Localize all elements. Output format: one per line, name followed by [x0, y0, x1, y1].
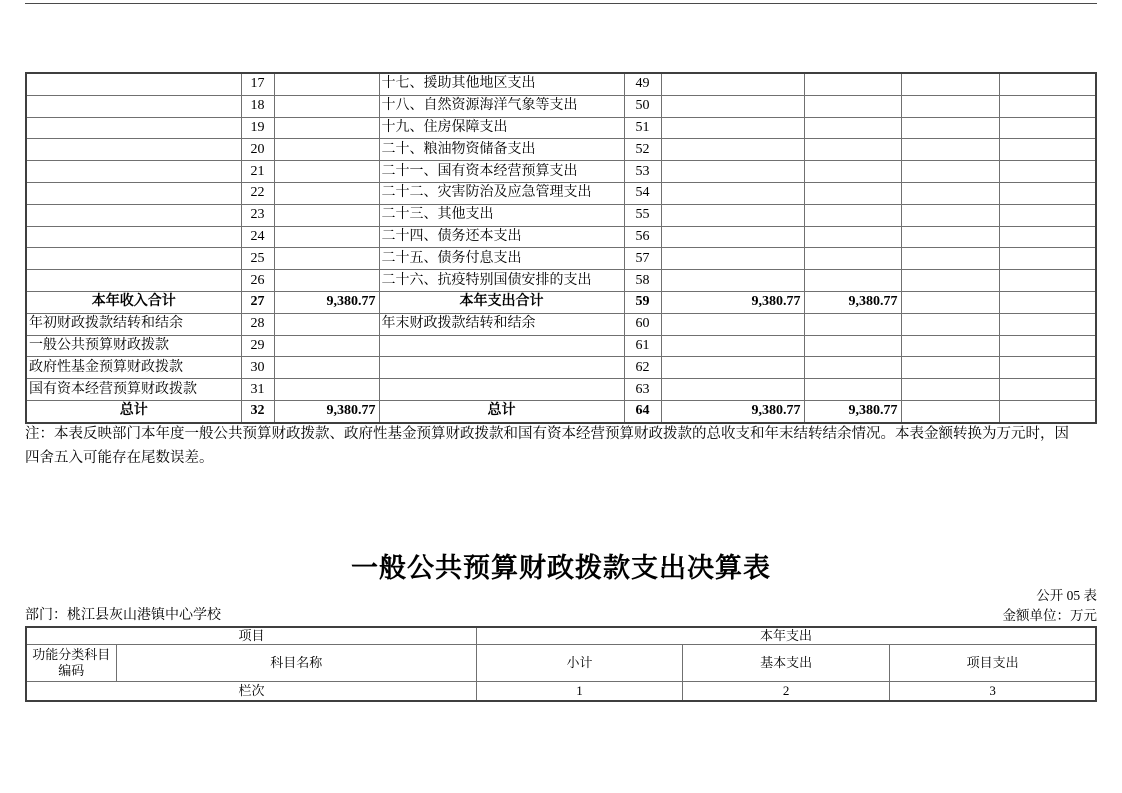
table-cell: 29 [241, 335, 274, 357]
table-cell [274, 270, 379, 292]
table-row [26, 313, 1096, 335]
table-cell [901, 161, 999, 183]
table-cell: 9,380.77 [804, 291, 901, 313]
table-cell [999, 73, 1096, 95]
table-cell [661, 313, 804, 335]
table-cell [274, 357, 379, 379]
footnote-line-2: 四舍五入可能存在尾数误差。 [25, 449, 214, 466]
table-row [26, 627, 1096, 645]
table-row [26, 182, 1096, 204]
table-cell [999, 117, 1096, 139]
table-cell [661, 379, 804, 401]
table-cell [26, 182, 241, 204]
table-cell: 二十二、灾害防治及应急管理支出 [379, 182, 624, 204]
function-code-line-2: 编码 [58, 663, 85, 679]
table-cell: 9,380.77 [661, 291, 804, 313]
table-cell [26, 204, 241, 226]
table-cell [804, 95, 901, 117]
table-cell [661, 204, 804, 226]
table-cell [274, 182, 379, 204]
table-cell [274, 117, 379, 139]
table-cell [804, 313, 901, 335]
table-cell [26, 270, 241, 292]
table-row [26, 73, 1096, 95]
table-cell [804, 182, 901, 204]
table-row [26, 117, 1096, 139]
table-cell: 58 [624, 270, 661, 292]
table-cell [901, 226, 999, 248]
table-row [26, 248, 1096, 270]
table-cell [661, 335, 804, 357]
table-cell: 十九、住房保障支出 [379, 117, 624, 139]
table-cell [901, 335, 999, 357]
table-cell: 23 [241, 204, 274, 226]
table-cell [661, 95, 804, 117]
table-cell: 总计 [26, 400, 241, 422]
table-row [26, 161, 1096, 183]
table-cell [901, 73, 999, 95]
column-index-3-cell: 3 [890, 682, 1096, 701]
table-cell [804, 357, 901, 379]
table-cell [999, 182, 1096, 204]
previous-table-bottom-rule [25, 3, 1097, 4]
department-label: 部门：桃江县灰山港镇中心学校 [25, 608, 221, 623]
table-cell [274, 226, 379, 248]
column-index-2-cell: 2 [683, 682, 890, 701]
table-cell: 28 [241, 313, 274, 335]
table-cell: 十八、自然资源海洋气象等支出 [379, 95, 624, 117]
table-cell [999, 204, 1096, 226]
table-cell: 24 [241, 226, 274, 248]
table-cell: 30 [241, 357, 274, 379]
table-cell: 22 [241, 182, 274, 204]
table-cell: 64 [624, 400, 661, 422]
table-cell: 9,380.77 [661, 400, 804, 422]
footnote-line-1: 注：本表反映部门本年度一般公共预算财政拨款、政府性基金预算财政拨款和国有资本经营预算财政拨款的总收支和年末结转结余情况。本表金额转换为万元时，因 [25, 426, 1069, 442]
table-cell [26, 161, 241, 183]
column-index-label-cell: 栏次 [26, 682, 476, 701]
table-cell: 61 [624, 335, 661, 357]
table-number-label: 公开 05 表 [1036, 588, 1097, 603]
table-cell: 二十一、国有资本经营预算支出 [379, 161, 624, 183]
table-cell: 本年支出合计 [379, 291, 624, 313]
table-cell [999, 270, 1096, 292]
table-cell [274, 95, 379, 117]
table-cell [901, 270, 999, 292]
table-cell: 18 [241, 95, 274, 117]
table-cell: 政府性基金预算财政拨款 [26, 357, 241, 379]
header-basic-expenditure-cell: 基本支出 [683, 645, 890, 682]
table-cell [274, 313, 379, 335]
table-cell [999, 291, 1096, 313]
table-cell: 9,380.77 [804, 400, 901, 422]
table-cell [804, 117, 901, 139]
table-row [26, 204, 1096, 226]
table-row [26, 682, 1096, 701]
table-cell [804, 226, 901, 248]
table-cell: 60 [624, 313, 661, 335]
table-cell [999, 313, 1096, 335]
table-cell [901, 139, 999, 161]
table-cell [661, 226, 804, 248]
table-cell [999, 400, 1096, 422]
table-cell [274, 161, 379, 183]
header-function-code-cell [26, 645, 116, 682]
page-title: 一般公共预算财政拨款支出决算表 [351, 553, 771, 583]
table-cell: 26 [241, 270, 274, 292]
table-cell: 一般公共预算财政拨款 [26, 335, 241, 357]
table-cell [901, 379, 999, 401]
table-cell [661, 161, 804, 183]
table-cell: 54 [624, 182, 661, 204]
table-cell [804, 248, 901, 270]
table-cell: 62 [624, 357, 661, 379]
function-code-line-1: 功能分类科目 [32, 647, 111, 662]
table-cell: 19 [241, 117, 274, 139]
column-index-1-cell: 1 [476, 682, 682, 701]
table-cell [999, 95, 1096, 117]
table-cell [804, 161, 901, 183]
table-cell [274, 204, 379, 226]
table-cell [661, 117, 804, 139]
table-cell: 31 [241, 379, 274, 401]
table-cell: 52 [624, 139, 661, 161]
table-footnote [25, 423, 1100, 470]
table-cell: 49 [624, 73, 661, 95]
table-cell: 51 [624, 117, 661, 139]
table-cell [804, 270, 901, 292]
table-cell: 57 [624, 248, 661, 270]
table-row [26, 379, 1096, 401]
table-row [26, 335, 1096, 357]
table-cell [804, 139, 901, 161]
table-cell [804, 204, 901, 226]
table-row [26, 226, 1096, 248]
table-cell: 二十三、其他支出 [379, 204, 624, 226]
table-row [26, 139, 1096, 161]
expenditure-table-header [25, 626, 1097, 702]
header-subtotal-cell: 小计 [476, 645, 682, 682]
table-row [26, 645, 1096, 682]
table-cell: 二十五、债务付息支出 [379, 248, 624, 270]
table-cell [274, 73, 379, 95]
table-cell [274, 139, 379, 161]
table-cell: 20 [241, 139, 274, 161]
table-cell [661, 357, 804, 379]
table-cell: 二十、粮油物资储备支出 [379, 139, 624, 161]
table-cell [661, 248, 804, 270]
table-cell: 二十六、抗疫特别国债安排的支出 [379, 270, 624, 292]
table-cell [661, 139, 804, 161]
table-cell [901, 313, 999, 335]
table-cell: 25 [241, 248, 274, 270]
table-cell [26, 226, 241, 248]
summary-table-body [26, 73, 1096, 423]
header-current-year-expenditure-cell: 本年支出 [476, 627, 1096, 645]
table-cell [26, 95, 241, 117]
table-cell [274, 379, 379, 401]
table-cell: 50 [624, 95, 661, 117]
table-cell [274, 248, 379, 270]
table-cell: 十七、援助其他地区支出 [379, 73, 624, 95]
table-cell: 年初财政拨款结转和结余 [26, 313, 241, 335]
table-row [26, 291, 1096, 313]
amount-unit-label: 金额单位：万元 [1002, 608, 1097, 623]
table-cell: 国有资本经营预算财政拨款 [26, 379, 241, 401]
table-cell: 56 [624, 226, 661, 248]
table-cell: 年末财政拨款结转和结余 [379, 313, 624, 335]
table-cell: 9,380.77 [274, 400, 379, 422]
table-cell [901, 400, 999, 422]
table-cell [26, 248, 241, 270]
table-cell [379, 335, 624, 357]
table-cell: 本年收入合计 [26, 291, 241, 313]
table-cell [901, 248, 999, 270]
table-cell: 二十四、债务还本支出 [379, 226, 624, 248]
table-cell [999, 226, 1096, 248]
table-cell [901, 117, 999, 139]
header-project-expenditure-cell: 项目支出 [890, 645, 1096, 682]
table-cell: 21 [241, 161, 274, 183]
table-cell [379, 379, 624, 401]
table-cell: 总计 [379, 400, 624, 422]
table-cell [999, 379, 1096, 401]
table-cell [274, 335, 379, 357]
table-cell [661, 270, 804, 292]
table-row [26, 95, 1096, 117]
table-cell [901, 357, 999, 379]
table-cell [804, 73, 901, 95]
table-cell [999, 335, 1096, 357]
table-cell: 32 [241, 400, 274, 422]
table-cell [804, 379, 901, 401]
table-cell: 27 [241, 291, 274, 313]
table-cell [901, 95, 999, 117]
header-subject-name-cell: 科目名称 [116, 645, 476, 682]
table-cell: 17 [241, 73, 274, 95]
table-cell [999, 357, 1096, 379]
table-cell [804, 335, 901, 357]
table-cell: 63 [624, 379, 661, 401]
table-cell [901, 182, 999, 204]
table-row [26, 400, 1096, 422]
table-cell [901, 204, 999, 226]
table-cell [379, 357, 624, 379]
table-cell [901, 291, 999, 313]
table-cell [26, 117, 241, 139]
table-cell [999, 161, 1096, 183]
table-cell [26, 73, 241, 95]
budget-summary-continuation-table [25, 72, 1097, 424]
table-cell: 53 [624, 161, 661, 183]
table-row [26, 357, 1096, 379]
table-cell [661, 73, 804, 95]
table-cell [999, 248, 1096, 270]
table-cell: 55 [624, 204, 661, 226]
table-cell [661, 182, 804, 204]
table-row [26, 270, 1096, 292]
table-cell: 9,380.77 [274, 291, 379, 313]
table-cell [999, 139, 1096, 161]
header-project-cell: 项目 [26, 627, 476, 645]
table-cell: 59 [624, 291, 661, 313]
table-cell [26, 139, 241, 161]
